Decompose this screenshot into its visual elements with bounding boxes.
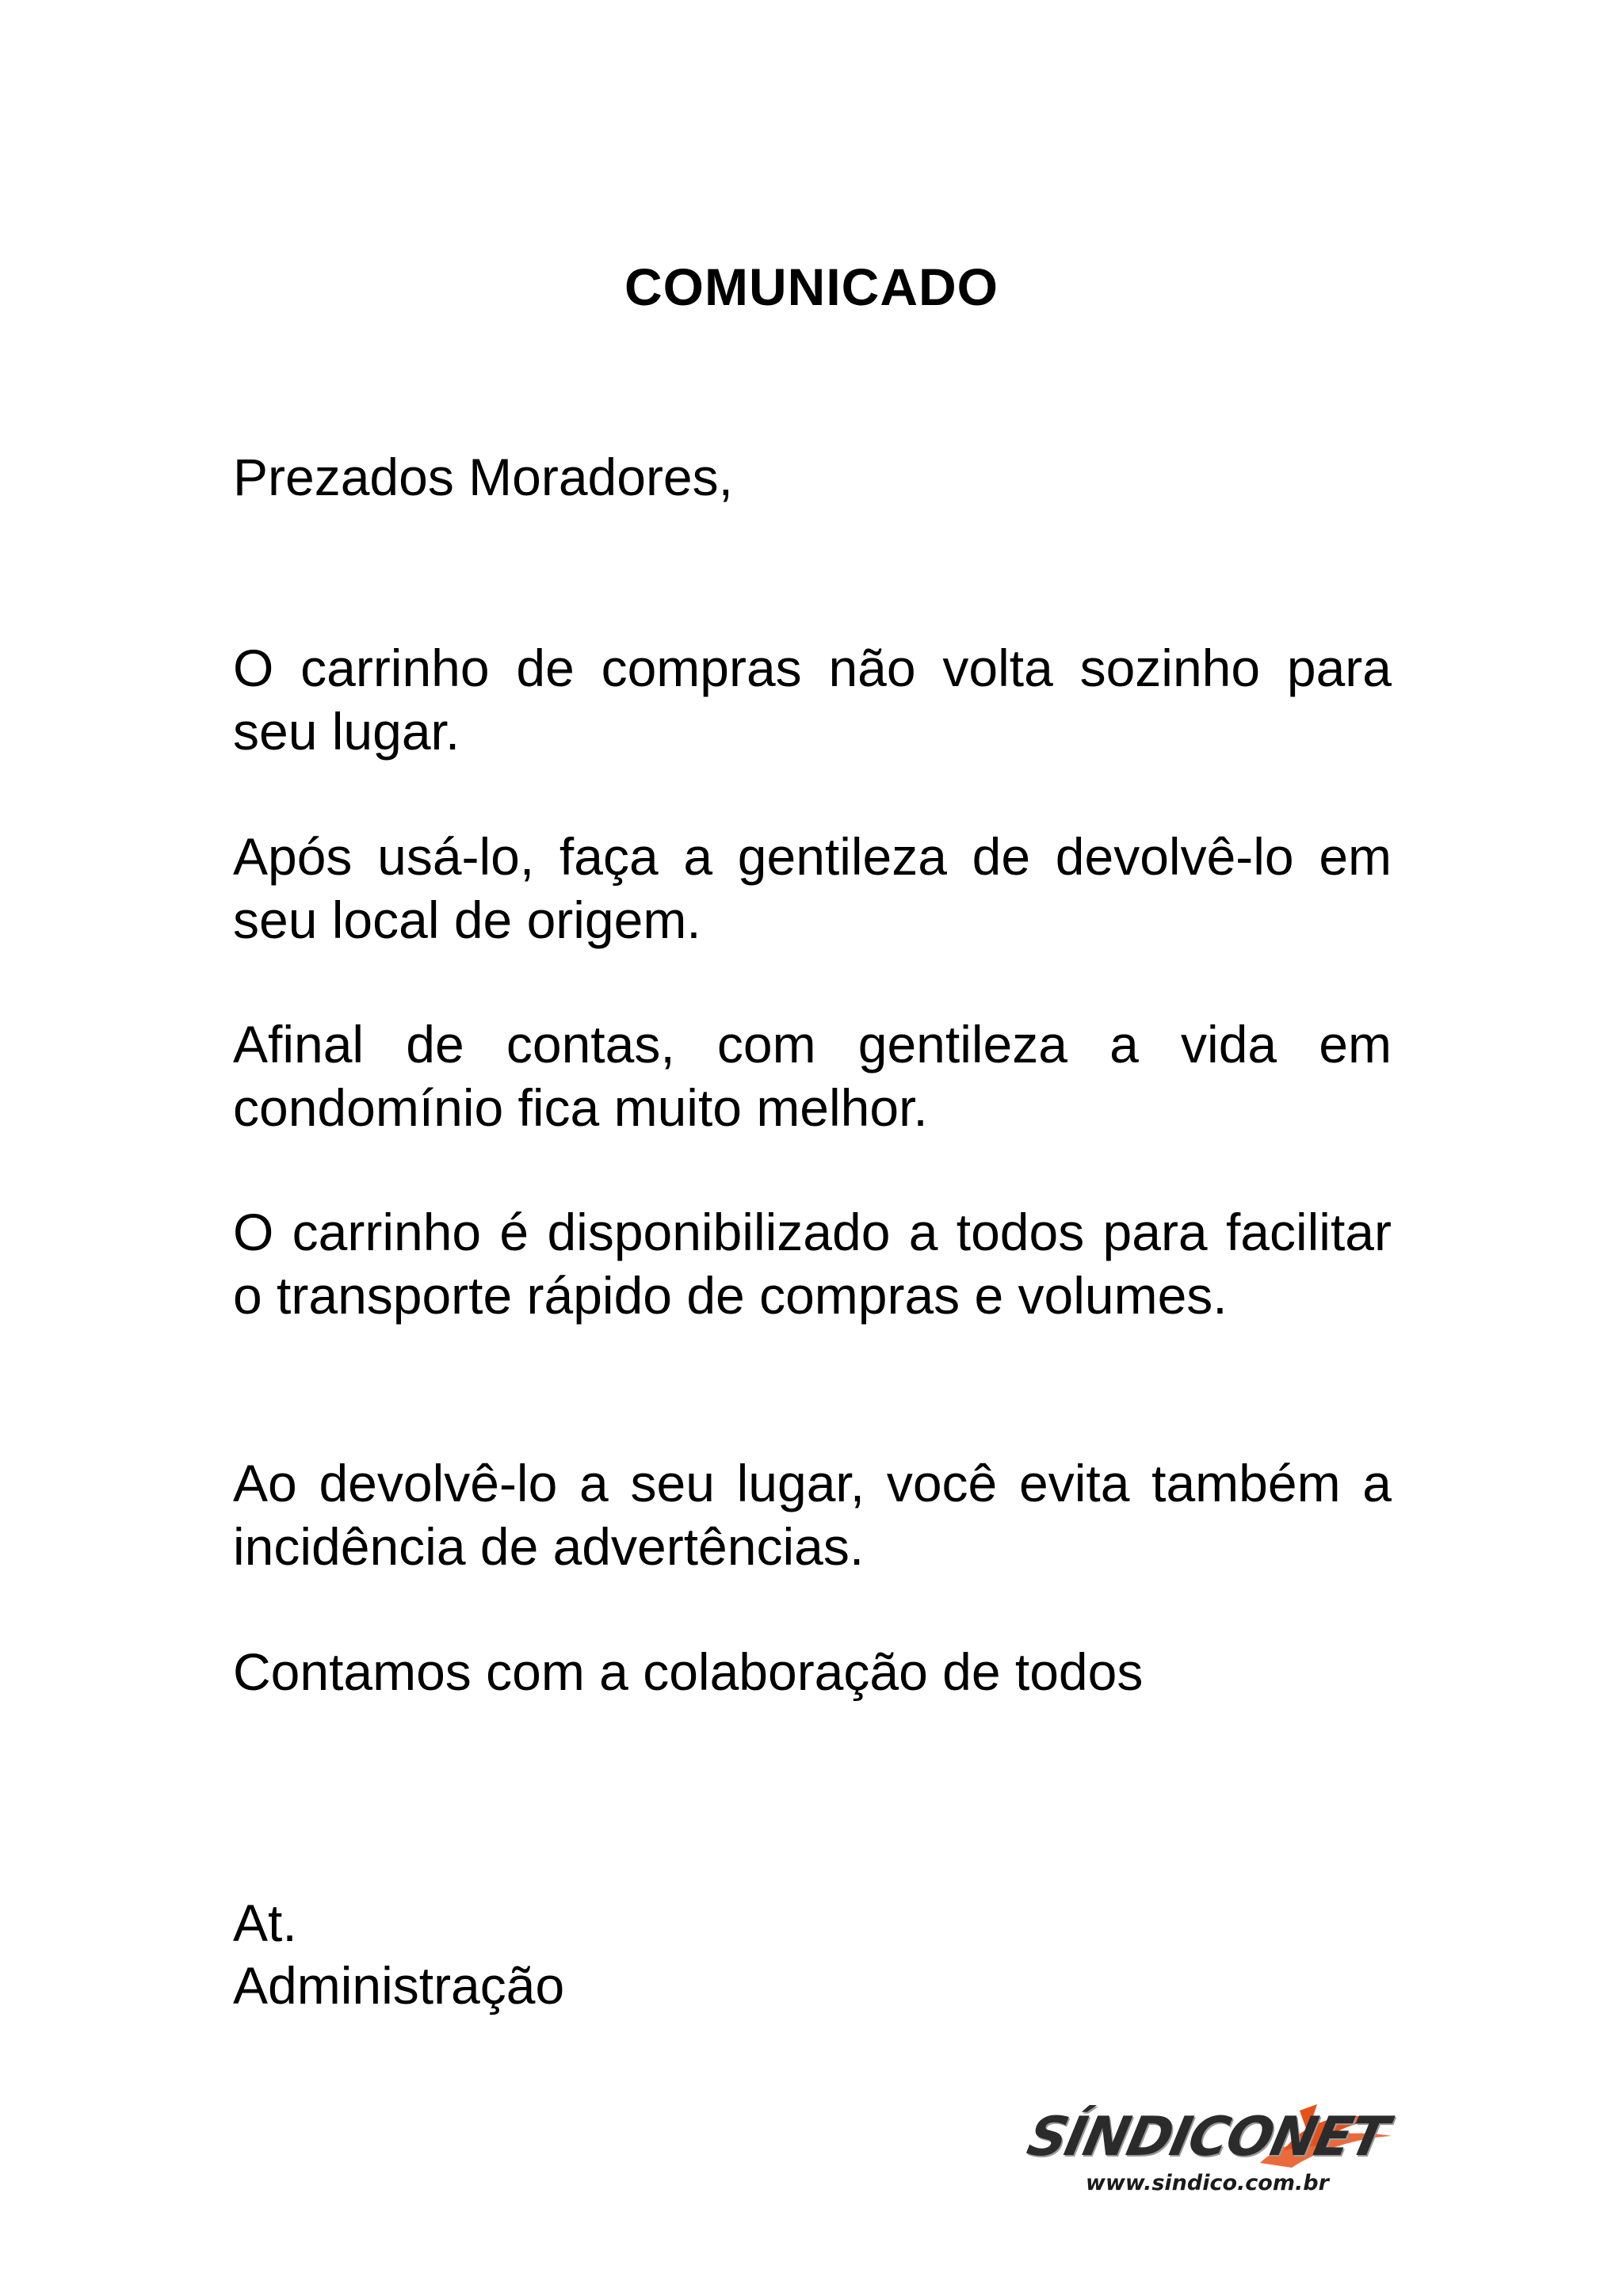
sindiconet-logo xyxy=(1022,2101,1395,2204)
signature-attention: At. xyxy=(233,1894,297,1952)
paragraph-5: Ao devolvê-lo a seu lugar, você evita também a incidência de advertências. xyxy=(233,1454,1392,1576)
paragraph-1: O carrinho de compras não volta sozinho para seu lugar. xyxy=(233,639,1392,761)
salutation: Prezados Moradores, xyxy=(233,448,733,506)
signature-sender: Administração xyxy=(233,1956,565,2015)
logo-wordmark: SÍNDICONET xyxy=(1022,2106,1392,2168)
document-title: COMUNICADO xyxy=(624,257,999,316)
paragraph-4: O carrinho é disponibilizado a todos para facilitar o transporte rápido de compras e volumes. xyxy=(233,1203,1392,1325)
paragraph-2: Após usá-lo, faça a gentileza de devolvê-lo em seu local de origem. xyxy=(233,827,1392,949)
paragraph-6: Contamos com a colaboração de todos xyxy=(233,1642,1144,1701)
paragraph-3: Afinal de contas, com gentileza a vida em condomínio fica muito melhor. xyxy=(233,1015,1392,1137)
logo-url: www.sindico.com.br xyxy=(1086,2171,1329,2195)
